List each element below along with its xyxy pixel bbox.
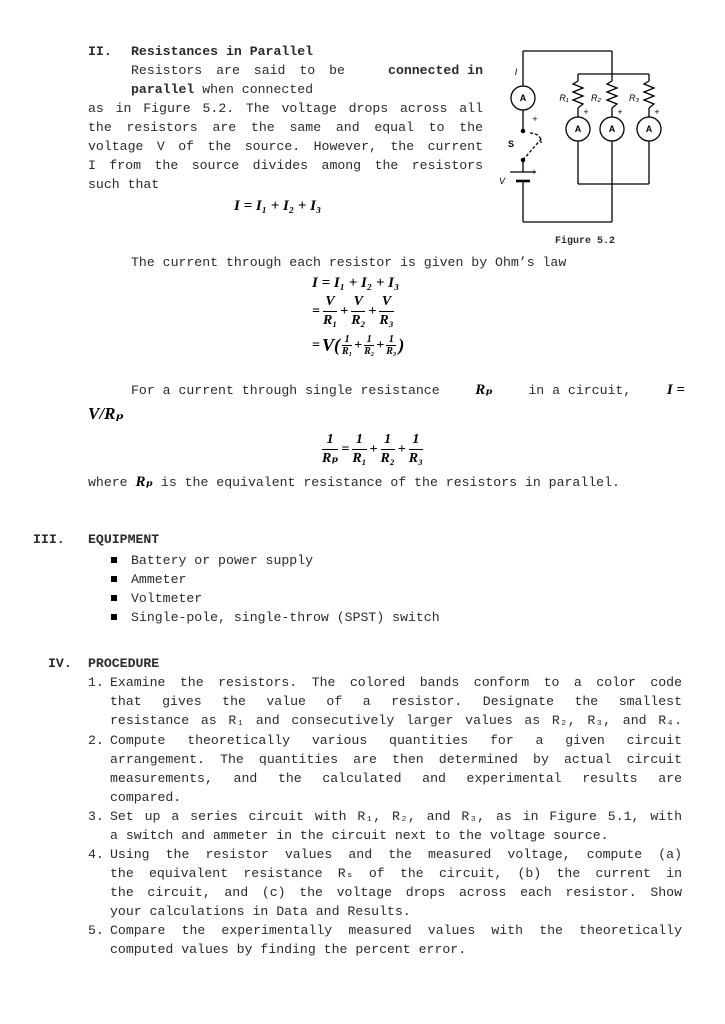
denominator: Rₚ xyxy=(322,451,339,466)
plus-sign: + xyxy=(532,114,538,124)
section-title-3: EQUIPMENT xyxy=(88,532,160,547)
rp-symbol: Rₚ xyxy=(104,404,124,423)
denominator: R₂ xyxy=(380,451,395,466)
step-line: resistance as R₁ and consecutively larger values as R₂, R₃, and R₄. xyxy=(110,713,682,728)
numerator: 1 xyxy=(409,431,423,450)
step-line: a switch and ammeter in the circuit next to the voltage source. xyxy=(110,828,609,843)
numerator: 1 xyxy=(322,431,338,450)
bullet-icon xyxy=(111,576,117,582)
intro-line-3: as in Figure 5.2. The voltage drops across all xyxy=(88,101,483,116)
step-line: that gives the value of a resistor. Designate the smallest xyxy=(110,694,682,709)
step-line: arrangement. The quantities are then determined by actual circuit xyxy=(110,752,682,767)
plus-sign: + xyxy=(617,107,623,117)
fraction-1-r3 xyxy=(409,431,423,468)
resistor-1-label: R₁ xyxy=(559,93,569,103)
equipment-label: Single-pole, single-throw (SPST) switch xyxy=(131,610,440,625)
fraction-v-r3 xyxy=(379,293,393,330)
bullet-icon xyxy=(111,614,117,620)
numerator: V xyxy=(323,293,337,312)
intro-line-6: I from the source divides among the resistors xyxy=(88,158,483,173)
single-text-2: in a circuit, xyxy=(528,383,632,398)
figure-caption: Figure 5.2 xyxy=(555,236,616,247)
voltage-label: V xyxy=(498,176,506,186)
equals-sign: = xyxy=(312,338,320,353)
section-title-4: PROCEDURE xyxy=(88,656,160,671)
numerator: 1 xyxy=(386,334,396,346)
numerator: 1 xyxy=(352,431,366,450)
rp-symbol: Rₚ xyxy=(475,382,493,398)
fraction-1-r2 xyxy=(381,431,395,468)
equals-sign: = xyxy=(312,304,320,319)
intro-line-1 xyxy=(131,61,483,80)
denominator: R₁ xyxy=(352,451,367,466)
step-line: Examine the resistors. The colored bands conform to a color code xyxy=(110,675,682,690)
plus-operator: + xyxy=(376,338,385,353)
equipment-label: Battery or power supply xyxy=(131,553,314,568)
section-number-4: IV. xyxy=(48,656,72,671)
numerator: 1 xyxy=(381,431,395,450)
section-number-3: III. xyxy=(33,532,65,547)
procedure-step-2 xyxy=(88,731,682,807)
plus-sign: + xyxy=(654,107,660,117)
equipment-item xyxy=(131,589,440,608)
fraction-1-r3 xyxy=(386,334,396,357)
ammeter-2-label: A xyxy=(608,124,616,134)
step-number: 1. xyxy=(88,675,104,690)
intro-text-2: when connected xyxy=(202,82,314,97)
step-text xyxy=(110,845,682,921)
step-number: 4. xyxy=(88,847,104,862)
step-text xyxy=(110,921,682,959)
intro-text: Resistors are said to be xyxy=(131,63,345,78)
circuit-diagram xyxy=(490,44,670,229)
fraction-1-r2 xyxy=(364,334,374,357)
numerator: 1 xyxy=(342,334,352,346)
switch-label: S xyxy=(507,139,515,149)
section-number-2: II. xyxy=(88,44,112,59)
equipment-item xyxy=(131,551,440,570)
step-line: Compare the experimentally measured values with the theoretically xyxy=(110,923,682,938)
fraction-v-r2 xyxy=(351,293,365,330)
where-text: where xyxy=(88,475,128,490)
where-rest: is the equivalent resistance of the resistors in parallel. xyxy=(160,475,620,490)
step-line: computed values by finding the percent error. xyxy=(110,942,467,957)
step-number: 3. xyxy=(88,809,104,824)
equation-current-sum: I = I₁ + I₂ + I₃ xyxy=(234,198,322,214)
derivation-line-2 xyxy=(312,293,394,330)
step-text xyxy=(110,807,682,845)
equipment-item xyxy=(131,570,440,589)
step-line: measurements, and the calculated and experimental results are xyxy=(110,771,682,786)
v-over: V/ xyxy=(88,404,105,423)
fraction-1-rp xyxy=(322,431,338,468)
procedure-step-3 xyxy=(88,807,682,845)
step-line: Set up a series circuit with R₁, R₂, and R₃, as in Figure 5.1, with xyxy=(110,809,682,824)
resistor-2-label: R₂ xyxy=(591,93,601,103)
denominator: R₂ xyxy=(351,313,366,328)
ammeter-3-label: A xyxy=(645,124,653,134)
close-paren: ) xyxy=(398,335,405,355)
equipment-item xyxy=(131,608,440,627)
denominator: R₁ xyxy=(322,313,338,328)
procedure-step-1 xyxy=(88,673,682,730)
section-title-2: Resistances in Parallel xyxy=(131,44,314,59)
step-line: compared. xyxy=(110,790,182,805)
denominator: R₁ xyxy=(341,346,353,357)
plus-operator: + xyxy=(368,304,377,319)
derivation-line-1: I = I₁ + I₂ + I₃ xyxy=(312,275,400,291)
denominator: R₃ xyxy=(408,451,423,466)
fraction-v-r1 xyxy=(323,293,337,330)
plus-sign: + xyxy=(583,107,589,117)
step-number: 2. xyxy=(88,733,104,748)
v-open-paren: V( xyxy=(321,335,340,355)
denominator: R₃ xyxy=(386,346,397,357)
fraction-1-r1 xyxy=(352,431,366,468)
ohm-law-text: The current through each resistor is given by Ohm’s law xyxy=(131,255,567,270)
intro-line-7: such that xyxy=(88,177,160,192)
bullet-icon xyxy=(111,595,117,601)
plus-sign: + xyxy=(531,167,537,177)
procedure-step-4 xyxy=(88,845,682,921)
equipment-label: Voltmeter xyxy=(131,591,203,606)
current-equals: I = xyxy=(666,382,685,398)
intro-emphasis: connected in xyxy=(388,63,483,78)
equipment-list xyxy=(131,551,440,627)
numerator: V xyxy=(351,293,365,312)
rp-symbol: Rₚ xyxy=(135,474,153,490)
intro-line-5: voltage V of the source. However, the current xyxy=(88,139,483,154)
current-label: I xyxy=(514,67,518,77)
where-line xyxy=(88,473,620,492)
plus-operator: + xyxy=(354,338,363,353)
step-text xyxy=(110,673,682,730)
plus-operator: + xyxy=(340,304,349,319)
step-line: the circuit, and (c) the voltage drops across each resistor. Show xyxy=(110,885,682,900)
equals-sign: = xyxy=(341,442,350,457)
bullet-icon xyxy=(111,557,117,563)
denominator: R₃ xyxy=(379,313,394,328)
equipment-label: Ammeter xyxy=(131,572,187,587)
step-line: Using the resistor values and the measured voltage, compute (a) xyxy=(110,847,682,862)
step-line: your calculations in Data and Results. xyxy=(110,904,411,919)
v-over-rp xyxy=(88,404,124,423)
derivation-line-3 xyxy=(312,334,404,357)
step-text xyxy=(110,731,682,807)
numerator: V xyxy=(379,293,393,312)
denominator: R₂ xyxy=(364,346,375,357)
single-text: For a current through single resistance xyxy=(131,383,440,398)
ammeter-main-label: A xyxy=(519,93,527,103)
procedure-step-5 xyxy=(88,921,682,959)
plus-operator: + xyxy=(397,442,406,457)
ammeter-1-label: A xyxy=(574,124,582,134)
step-line: Compute theoretically various quantities for a given circuit xyxy=(110,733,682,748)
fraction-1-r1 xyxy=(342,334,352,357)
step-number: 5. xyxy=(88,923,104,938)
resistor-3-label: R₃ xyxy=(628,93,640,103)
single-resistance-line xyxy=(131,381,685,400)
step-line: the equivalent resistance Rₛ of the circuit, (b) the current in xyxy=(110,866,682,881)
intro-line-4: the resistors are the same and equal to the xyxy=(88,120,483,135)
numerator: 1 xyxy=(364,334,374,346)
intro-emphasis-2: parallel xyxy=(131,82,195,97)
plus-operator: + xyxy=(369,442,378,457)
equivalent-resistance-equation xyxy=(322,431,423,468)
intro-line-2 xyxy=(131,80,313,99)
